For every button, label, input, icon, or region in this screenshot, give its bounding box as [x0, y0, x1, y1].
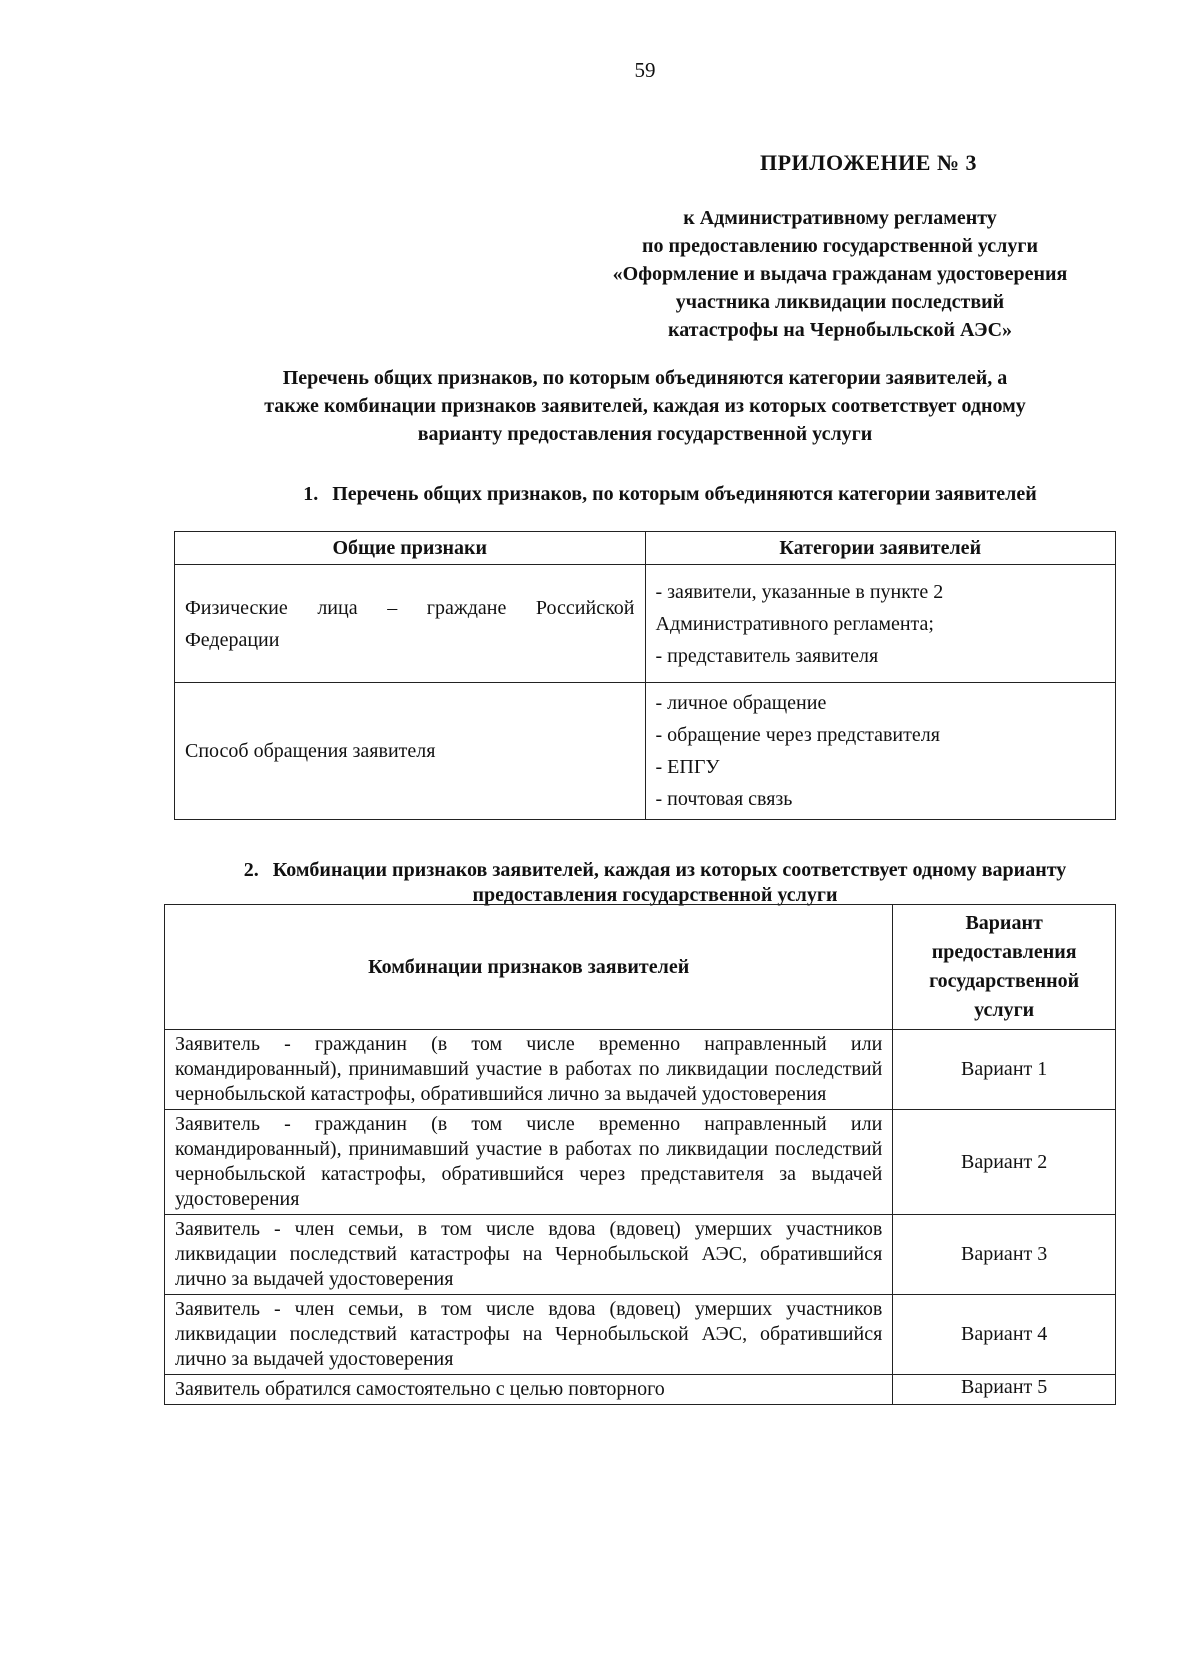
- section1-title: Перечень общих признаков, по которым объединяются категории заявителей: [332, 483, 1037, 505]
- heading-line: Перечень общих признаков, по которым объединяются категории заявителей, а: [282, 367, 1008, 389]
- column-header-combinations: Комбинации признаков заявителей: [165, 905, 893, 1030]
- heading-line: варианту предоставления государственной услуги: [417, 423, 873, 445]
- category-item: - обращение через представителя: [655, 724, 940, 746]
- combination-cell: Заявитель обратился самостоятельно с целью повторного: [165, 1375, 893, 1405]
- combination-cell: Заявитель - гражданин (в том числе временно направленный или командированный), принимавший участие в работах по ликвидации последствий чернобыльской катастрофы, обратившийся через представителя за выдачей удостоверения: [165, 1110, 893, 1215]
- variant-cell: Вариант 4: [893, 1295, 1116, 1375]
- table-row: [165, 1030, 1116, 1110]
- applicant-combinations-table: [164, 904, 1116, 1405]
- section1-heading: [260, 482, 1080, 507]
- appendix-subtitle-line: участника ликвидации последствий: [675, 291, 1005, 313]
- category-item: - личное обращение: [655, 692, 827, 714]
- category-item: - заявители, указанные в пункте 2 Административного регламента;: [655, 580, 944, 635]
- table-row: [165, 1295, 1116, 1375]
- table-row: [165, 1375, 1116, 1405]
- column-header-applicant-categories: Категории заявителей: [645, 532, 1116, 565]
- document-heading: [180, 364, 1110, 448]
- feature-cell: Физические лица – граждане Российской Федерации: [175, 565, 646, 683]
- appendix-subtitle: [540, 204, 1140, 344]
- column-header-common-features: Общие признаки: [175, 532, 646, 565]
- appendix-subtitle-line: катастрофы на Чернобыльской АЭС»: [667, 319, 1013, 341]
- combination-cell: Заявитель - гражданин (в том числе временно направленный или командированный), принимавший участие в работах по ликвидации последствий чернобыльской катастрофы, обратившийся лично за выдачей удостоверения: [165, 1030, 893, 1110]
- appendix-subtitle-line: к Административному регламенту: [683, 207, 997, 229]
- section2-title: Комбинации признаков заявителей, каждая из которых соответствует одному варианту предоставления государственной услуги: [272, 859, 1067, 906]
- category-item: - ЕПГУ: [655, 756, 720, 778]
- column-header-variant: Вариант предоставления государственной услуги: [893, 905, 1116, 1030]
- table-row: [165, 1110, 1116, 1215]
- table-header-row: [165, 905, 1116, 1030]
- combination-cell: Заявитель - член семьи, в том числе вдова (вдовец) умерших участников ликвидации последствий катастрофы на Чернобыльской АЭС, обратившийся лично за выдачей удостоверения: [165, 1295, 893, 1375]
- categories-cell: [645, 683, 1116, 820]
- table-header-row: [175, 532, 1116, 565]
- appendix-subtitle-line: по предоставлению государственной услуги: [641, 235, 1039, 257]
- heading-line: также комбинации признаков заявителей, каждая из которых соответствует одному: [264, 395, 1026, 417]
- table-row: [175, 683, 1116, 820]
- variant-cell: Вариант 5: [893, 1375, 1116, 1405]
- combination-cell: Заявитель - член семьи, в том числе вдова (вдовец) умерших участников ликвидации последствий катастрофы на Чернобыльской АЭС, обратившийся лично за выдачей удостоверения: [165, 1215, 893, 1295]
- table-row: [175, 565, 1116, 683]
- section2-heading: [190, 858, 1120, 908]
- section2-number: 2.: [243, 859, 259, 881]
- variant-cell: Вариант 1: [893, 1030, 1116, 1110]
- section1-number: 1.: [303, 483, 319, 505]
- category-item: - представитель заявителя: [655, 644, 879, 667]
- page-number: 59: [634, 58, 656, 82]
- variant-cell: Вариант 3: [893, 1215, 1116, 1295]
- feature-cell: Способ обращения заявителя: [175, 683, 646, 820]
- categories-cell: [645, 565, 1116, 683]
- applicant-categories-table: [174, 531, 1116, 820]
- category-item: - почтовая связь: [655, 788, 793, 810]
- table-row: [165, 1215, 1116, 1295]
- appendix-subtitle-line: «Оформление и выдача гражданам удостоверения: [612, 263, 1068, 285]
- appendix-title: ПРИЛОЖЕНИЕ № 3: [760, 150, 978, 175]
- variant-cell: Вариант 2: [893, 1110, 1116, 1215]
